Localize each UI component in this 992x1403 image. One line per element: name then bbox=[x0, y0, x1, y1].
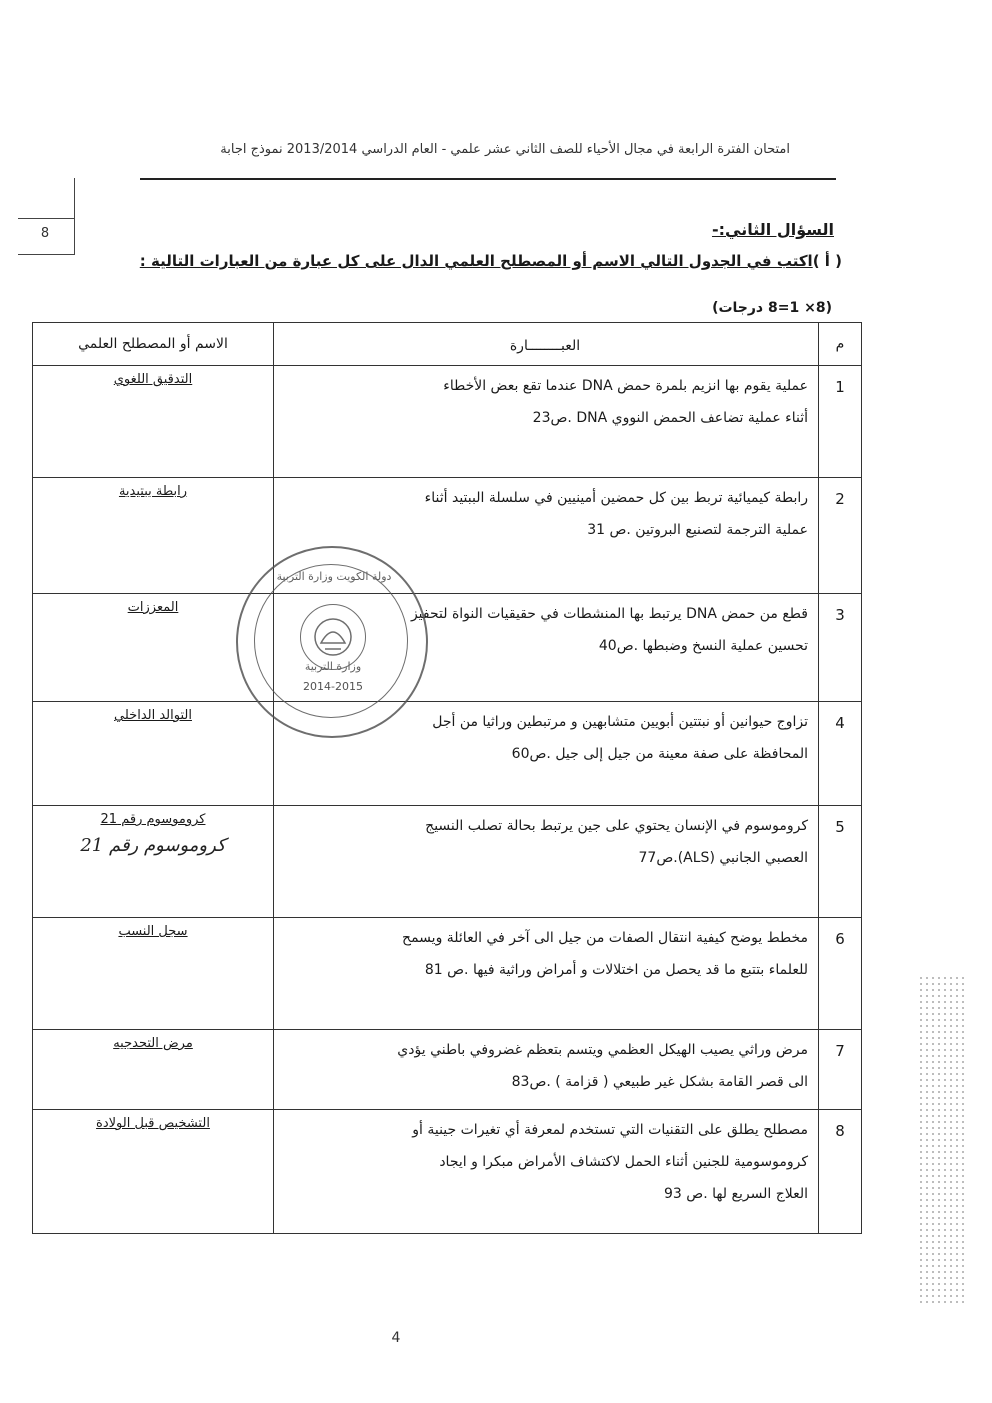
table-row bbox=[33, 1030, 862, 1110]
row-num: 1 bbox=[819, 366, 862, 478]
desc-line: العصبي الجانبي (ALS).ص77 bbox=[638, 850, 808, 866]
row-desc bbox=[274, 366, 819, 478]
table-header-row bbox=[33, 323, 862, 366]
table-row bbox=[33, 366, 862, 478]
desc-line: العلاج السريع لها .ص 93 bbox=[663, 1186, 808, 1202]
term-text: التوالد الداخلي bbox=[114, 708, 192, 723]
scan-noise bbox=[918, 975, 968, 1305]
stamp-year: 2014-2015 bbox=[303, 680, 363, 693]
term-text: سجل النسب bbox=[118, 924, 188, 939]
question-marks: (8× 1=8 درجات) bbox=[712, 300, 832, 316]
official-stamp bbox=[236, 546, 428, 738]
desc-line: مرض وراثي يصيب الهيكل العظمي ويتسم بتعظم غضروفي باطني يؤدي bbox=[397, 1042, 808, 1058]
row-desc bbox=[274, 918, 819, 1030]
row-term bbox=[33, 366, 274, 478]
desc-line: الى قصر القامة بشكل غير طبيعي ( قزامة ) .ص83 bbox=[511, 1074, 808, 1090]
score-box bbox=[18, 178, 75, 255]
table-row bbox=[33, 1110, 862, 1234]
table-row bbox=[33, 478, 862, 594]
row-term bbox=[33, 1030, 274, 1110]
desc-line: تحسين عملية النسخ وضبطها .ص40 bbox=[598, 638, 808, 654]
term-text: المعززات bbox=[127, 600, 179, 615]
desc-line: للعلماء بتتبع ما قد يحصل من اختلالات و أمراض وراثية فيها .ص 81 bbox=[424, 962, 808, 978]
header-num: م bbox=[819, 323, 862, 366]
row-num: 5 bbox=[819, 806, 862, 918]
question-instruction bbox=[140, 252, 842, 270]
desc-line: كروموسوم في الإنسان يحتوي على جين يرتبط بحالة تصلب النسيج bbox=[425, 818, 808, 834]
answers-table bbox=[32, 322, 862, 1234]
row-num: 3 bbox=[819, 594, 862, 702]
desc-line: مخطط يوضح كيفية انتقال الصفات من جيل الى آخر في العائلة ويسمح bbox=[402, 930, 808, 946]
row-desc bbox=[274, 1110, 819, 1234]
desc-line: رابطة كيميائية تربط بين كل حمضين أمينيين في سلسلة الببتيد أثناء bbox=[424, 490, 808, 506]
row-num: 4 bbox=[819, 702, 862, 806]
row-term bbox=[33, 1110, 274, 1234]
header-term: الاسم أو المصطلح العلمي bbox=[33, 323, 274, 366]
stamp-top-text: دولة الكويت وزارة التربية bbox=[276, 570, 392, 583]
question-title-text: السؤال الثاني:- bbox=[711, 220, 834, 239]
table-row bbox=[33, 702, 862, 806]
desc-line: عملية الترجمة لتصنيع البروتين .ص 31 bbox=[587, 522, 808, 538]
term-text: التشخيص قبل الولادة bbox=[96, 1116, 210, 1131]
handwritten-answer: كروموسوم رقم 21 bbox=[80, 835, 226, 856]
exam-header: امتحان الفترة الرابعة في مجال الأحياء للصف الثاني عشر علمي - العام الدراسي 2013/2014 نموذج اجابة bbox=[220, 142, 790, 157]
header-desc: العبــــــــارة bbox=[274, 323, 819, 366]
row-desc bbox=[274, 806, 819, 918]
desc-line: قطع من حمض DNA يرتبط بها المنشطات في حقيقيات النواة لتحفيز bbox=[410, 606, 808, 622]
desc-line: تزاوج حيوانين أو نبتتين أبويين متشابهين و مرتبطين وراثيا من أجل bbox=[432, 714, 808, 730]
question-title bbox=[712, 220, 834, 239]
row-term bbox=[33, 478, 274, 594]
header-divider bbox=[140, 178, 836, 180]
row-num: 7 bbox=[819, 1030, 862, 1110]
page-number: 4 bbox=[391, 1330, 401, 1346]
row-term bbox=[33, 806, 274, 918]
score-value: 8 bbox=[40, 226, 50, 241]
instruction-prefix: ( أ ) bbox=[812, 252, 842, 270]
table-row bbox=[33, 806, 862, 918]
desc-line: عملية يقوم بها انزيم بلمرة حمض DNA عندما تقع بعض الأخطاء bbox=[443, 378, 808, 394]
row-num: 6 bbox=[819, 918, 862, 1030]
desc-line: المحافظة على صفة معينة من جيل إلى جيل .ص60 bbox=[511, 746, 808, 762]
desc-line: أثناء عملية تضاعف الحمض النووي DNA .ص23 bbox=[532, 410, 808, 426]
stamp-org-text: وزارة التربية bbox=[304, 660, 362, 673]
row-term bbox=[33, 918, 274, 1030]
instruction-text: اكتب في الجدول التالي الاسم أو المصطلح العلمي الدال على كل عبارة من العبارات التالية : bbox=[139, 252, 813, 270]
term-text: التدقيق اللغوي bbox=[113, 372, 193, 387]
desc-line: كروموسومية للجنين أثناء الحمل لاكتشاف الأمراض مبكرا و ايجاد bbox=[439, 1154, 808, 1170]
table-row bbox=[33, 594, 862, 702]
term-text: مرض التحدجيه bbox=[113, 1036, 193, 1051]
term-text: رابطة ببتيدية bbox=[118, 484, 188, 499]
score-box-divider bbox=[18, 218, 74, 219]
desc-line: مصطلح يطلق على التقنيات التي تستخدم لمعرفة أي تغيرات جينية أو bbox=[412, 1122, 808, 1138]
row-term bbox=[33, 702, 274, 806]
row-num: 2 bbox=[819, 478, 862, 594]
row-desc bbox=[274, 1030, 819, 1110]
row-num: 8 bbox=[819, 1110, 862, 1234]
term-text: كروموسوم رقم 21 bbox=[100, 812, 206, 827]
table-row bbox=[33, 918, 862, 1030]
